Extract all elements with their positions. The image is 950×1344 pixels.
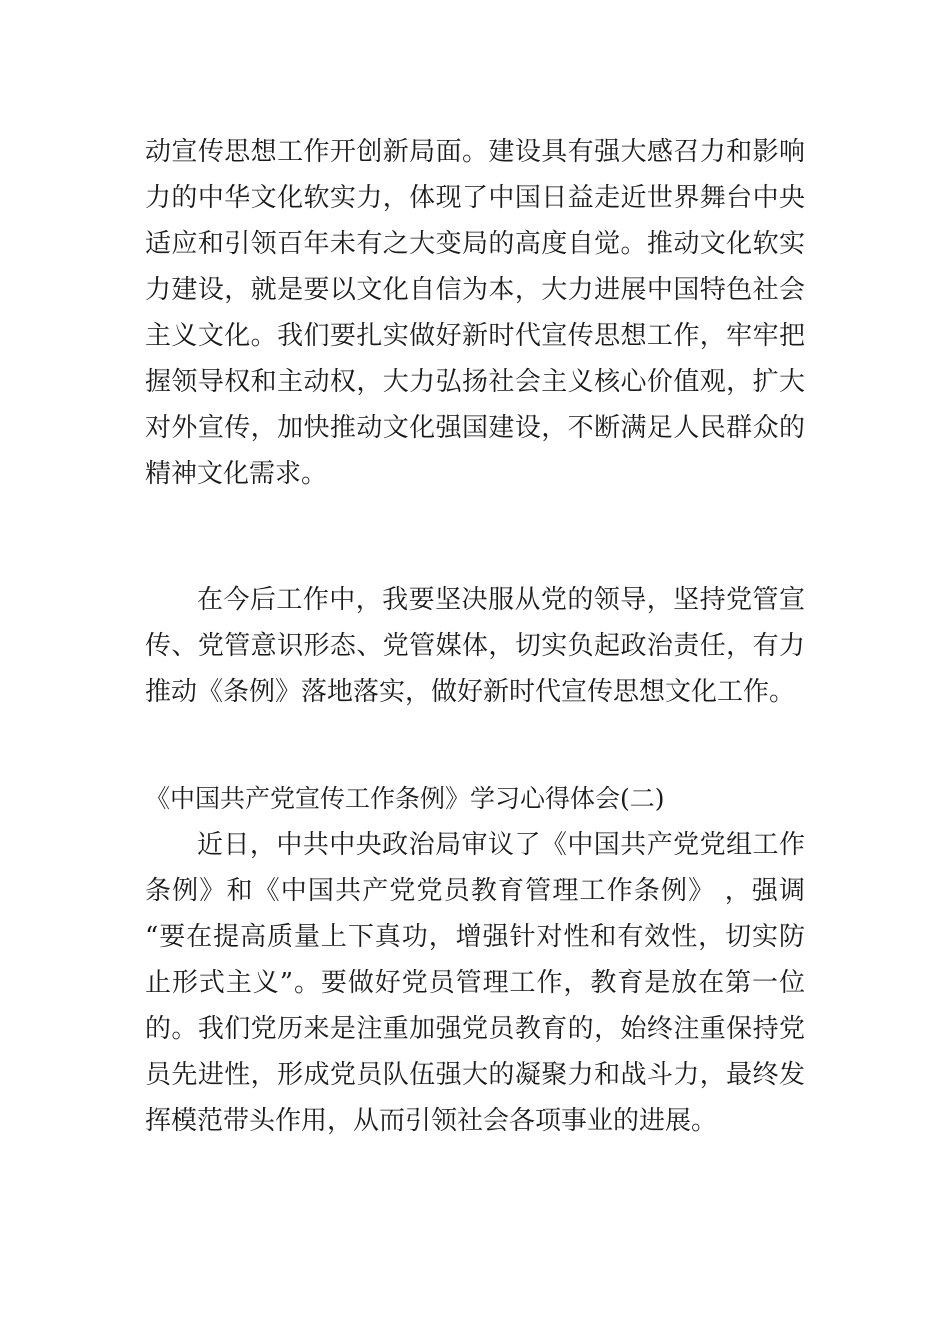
paragraph-2-line-3: 推动《条例》落地落实，做好新时代宣传思想文化工作。: [145, 677, 796, 707]
paragraph-1-line-5: 主义文化。我们要扎实做好新时代宣传思想工作，牢牢把: [145, 321, 805, 351]
paragraph-3-line-4: 止形式主义”。要做好党员管理工作，教育是放在第一位: [145, 968, 805, 998]
paragraph-1-line-4: 力建设，就是要以文化自信为本，大力进展中国特色社会: [145, 275, 805, 305]
paragraph-1-line-8: 精神文化需求。: [145, 459, 328, 489]
paragraph-1-line-2: 力的中华文化软实力，体现了中国日益走近世界舞台中央: [145, 183, 805, 213]
section-title: 《中国共产党宣传工作条例》学习心得体会(二): [145, 784, 665, 813]
paragraph-3-line-2: 条例》和《中国共产党党员教育管理工作条例》 ，强调: [145, 876, 805, 906]
paragraph-3-line-6: 员先进性，形成党员队伍强大的凝聚力和战斗力，最终发: [145, 1060, 805, 1090]
paragraph-1-line-3: 适应和引领百年未有之大变局的高度自觉。推动文化软实: [145, 229, 805, 259]
paragraph-3-line-3: “要在提高质量上下真功，增强针对性和有效性，切实防: [145, 922, 805, 952]
paragraph-2-line-1: 在今后工作中，我要坚决服从党的领导，坚持党管宣: [197, 585, 805, 615]
paragraph-3-line-7: 挥模范带头作用，从而引领社会各项事业的进展。: [145, 1106, 718, 1136]
paragraph-1-line-6: 握领导权和主动权，大力弘扬社会主义核心价值观，扩大: [145, 367, 805, 397]
paragraph-2-line-2: 传、党管意识形态、党管媒体，切实负起政治责任，有力: [145, 631, 805, 661]
paragraph-3-line-5: 的。我们党历来是注重加强党员教育的，始终注重保持党: [145, 1014, 805, 1044]
paragraph-1-line-7: 对外宣传，加快推动文化强国建设，不断满足人民群众的: [145, 413, 805, 443]
paragraph-1-line-1: 动宣传思想工作开创新局面。建设具有强大感召力和影响: [145, 137, 805, 167]
paragraph-3-line-1: 近日，中共中央政治局审议了《中国共产党党组工作: [197, 830, 805, 860]
